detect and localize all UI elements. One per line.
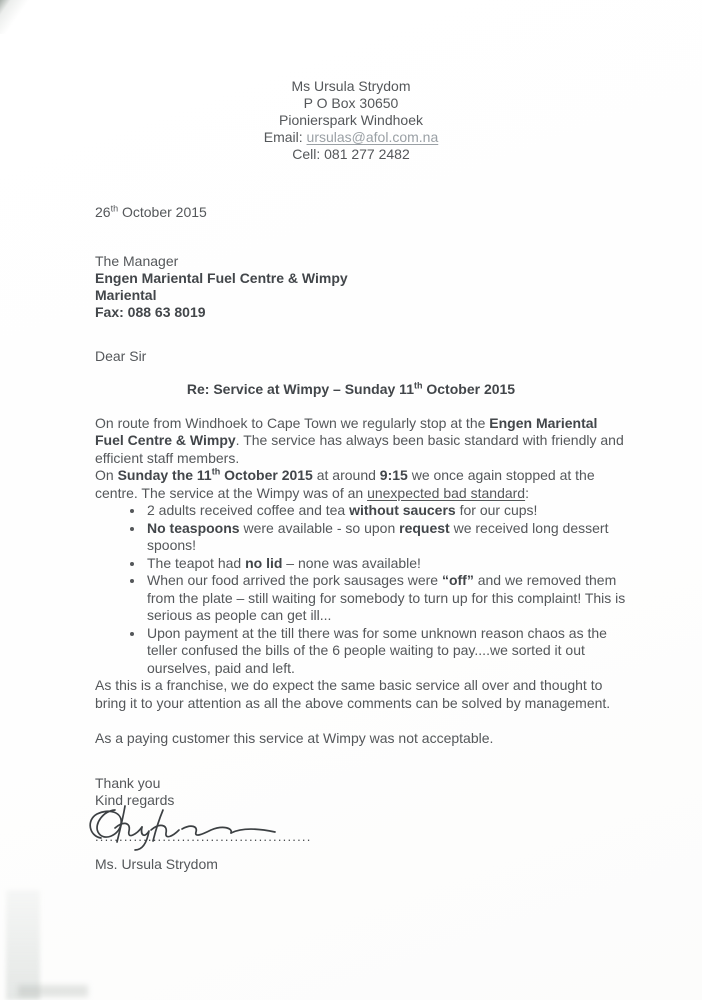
sender-name: Ms Ursula Strydom [291,78,411,94]
recipient-town: Mariental [95,286,157,303]
complaint-item: • Upon payment at the till there was for some unknown reason chaos as the teller confused the bills of the 6 people waiting to pay....we sorted it out ourselves, paid and left. [145,625,626,678]
subject-line: Re: Service at Wimpy – Sunday 11th October 2015 [186,380,516,397]
sender-suburb: Pionierspark Windhoek [279,112,423,128]
body-paragraph-1: On route from Windhoek to Cape Town we regularly stop at the Engen Mariental Fuel Centre & Wimpy. The service has always been basic standard with friendly and efficient staff members. [95,414,624,466]
complaint-item: • The teapot had no lid – none was available! [145,555,626,573]
signature-dotted-line: ............................................. [95,828,312,844]
scan-smudge [18,985,88,997]
body-paragraph-4: As a paying customer this service at Wimpy was not acceptable. [95,730,494,746]
body-paragraph-2: On Sunday the 11th October 2015 at around 9:15 we once again stopped at the centre. The service at the Wimpy was of an unexpected bad standard: [95,466,595,501]
closing-thank-you: Thank you [95,774,161,791]
scan-edge-streak [6,890,40,1000]
closing-kind-regards: Kind regards [95,792,175,808]
complaint-item: • No teaspoons were available - so upon request we received long dessert spoons! [145,520,626,555]
email-label: Email: [263,129,307,145]
complaint-list [95,502,626,677]
recipient-company: Engen Mariental Fuel Centre & Wimpy [95,269,348,286]
recipient-title: The Manager [95,252,179,269]
sender-contact-block [0,0,702,163]
letter-body [95,415,626,748]
salutation: Dear Sir [95,347,147,364]
sender-email-line [0,129,702,146]
handwritten-signature-icon [85,798,335,856]
complaint-item: • 2 adults received coffee and tea without saucers for our cups! [145,502,626,520]
recipient-fax: Fax: 088 63 8019 [95,303,206,320]
complaint-item: • When our food arrived the pork sausages were “off” and we removed them from the plate – still waiting for somebody to turn up for this complaint! This is serious as people can get ill... [145,572,626,625]
recipient-block [95,253,702,321]
signatory-name: Ms. Ursula Strydom [95,855,218,872]
body-paragraph-3: As this is a franchise, we do expect the same basic service all over and thought to bring it to your attention as all the above comments can be solved by management. [95,677,611,711]
sender-cell: Cell: 081 277 2482 [292,146,410,162]
letter-date: 26th October 2015 [95,203,207,220]
sender-po-box: P O Box 30650 [303,95,399,111]
email-address: ursulas@afol.com.na [306,129,439,145]
signature-area [95,810,702,852]
